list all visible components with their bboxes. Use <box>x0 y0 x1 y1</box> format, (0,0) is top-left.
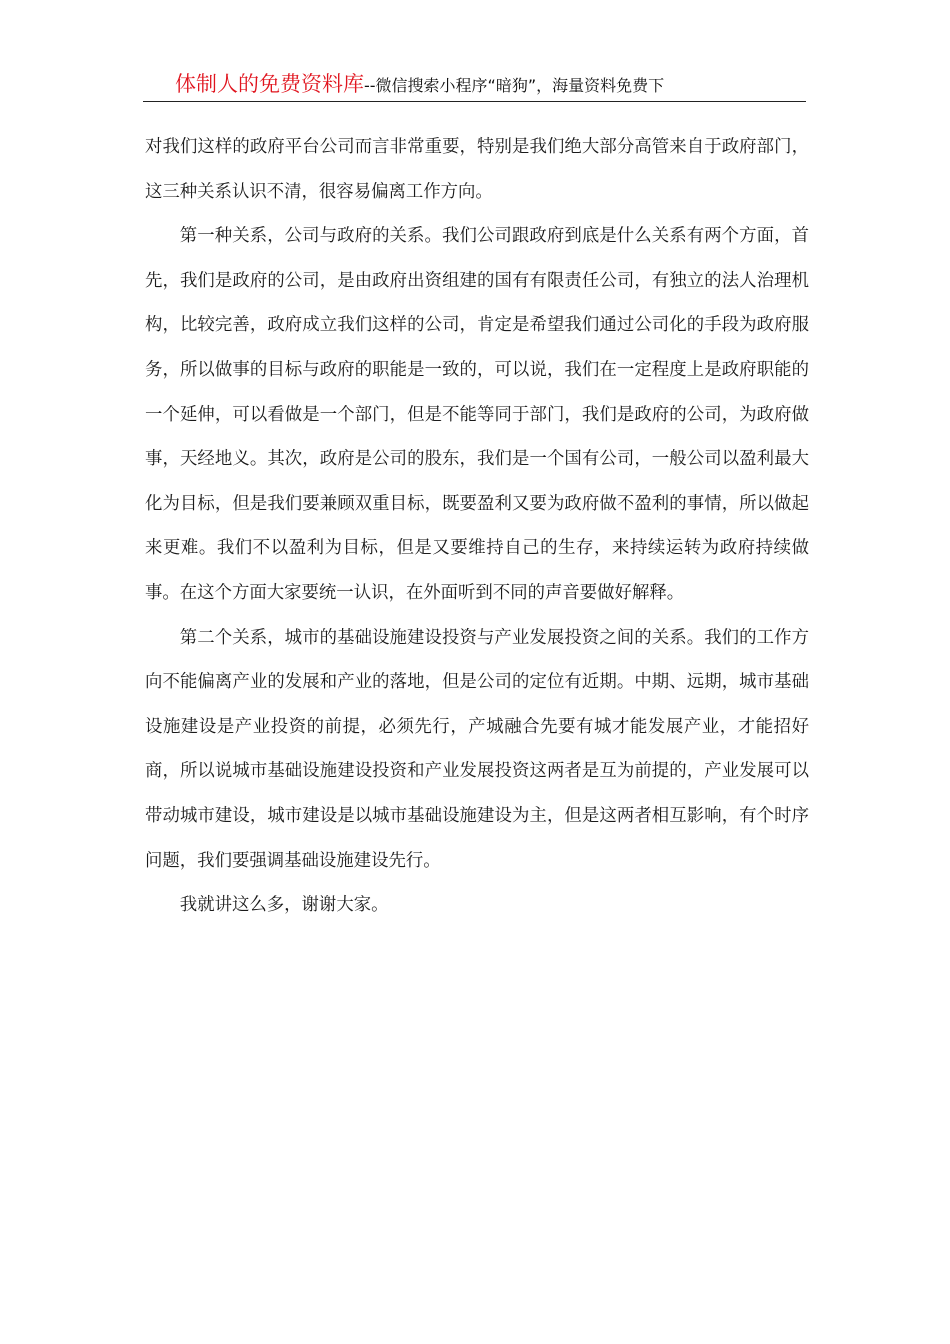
header-tagline-text: --微信搜索小程序“暗狗”，海量资料免费下 <box>364 76 665 95</box>
paragraph-first-relation: 第一种关系，公司与政府的关系。我们公司跟政府到底是什么关系有两个方面，首先，我们是政府的公司，是由政府出资组建的国有有限责任公司，有独立的法人治理机构，比较完善，政府成立我们这样的公司，肯定是希望我们通过公司化的手段为政府服务，所以做事的目标与政府的职能是一致的，可以说，我们在一定程度上是政府职能的一个延伸，可以看做是一个部门，但是不能等同于部门，我们是政府的公司，为政府做事，天经地义。其次，政府是公司的股东，我们是一个国有公司，一般公司以盈利最大化为目标，但是我们要兼顾双重目标，既要盈利又要为政府做不盈利的事情，所以做起来更难。我们不以盈利为目标，但是又要维持自己的生存，来持续运转为政府持续做事。在这个方面大家要统一认识，在外面听到不同的声音要做好解释。 <box>145 226 809 603</box>
header-brand-text: 体制人的免费资料库 <box>175 72 364 96</box>
page-header <box>143 68 806 102</box>
paragraph-closing: 我就讲这么多，谢谢大家。 <box>179 895 389 916</box>
document-body <box>145 125 809 928</box>
paragraph-second-relation: 第二个关系，城市的基础设施建设投资与产业发展投资之间的关系。我们的工作方向不能偏离产业的发展和产业的落地，但是公司的定位有近期。中期、远期，城市基础设施建设是产业投资的前提，必须先行，产城融合先要有城才能发展产业，才能招好商，所以说城市基础设施建设投资和产业发展投资这两者是互为前提的，产业发展可以带动城市建设，城市建设是以城市基础设施建设为主，但是这两者相互影响，有个时序问题，我们要强调基础设施建设先行。 <box>145 627 809 871</box>
paragraph-continuation: 对我们这样的政府平台公司而言非常重要，特别是我们绝大部分高管来自于政府部门，这三种关系认识不清，很容易偏离工作方向。 <box>145 137 809 202</box>
